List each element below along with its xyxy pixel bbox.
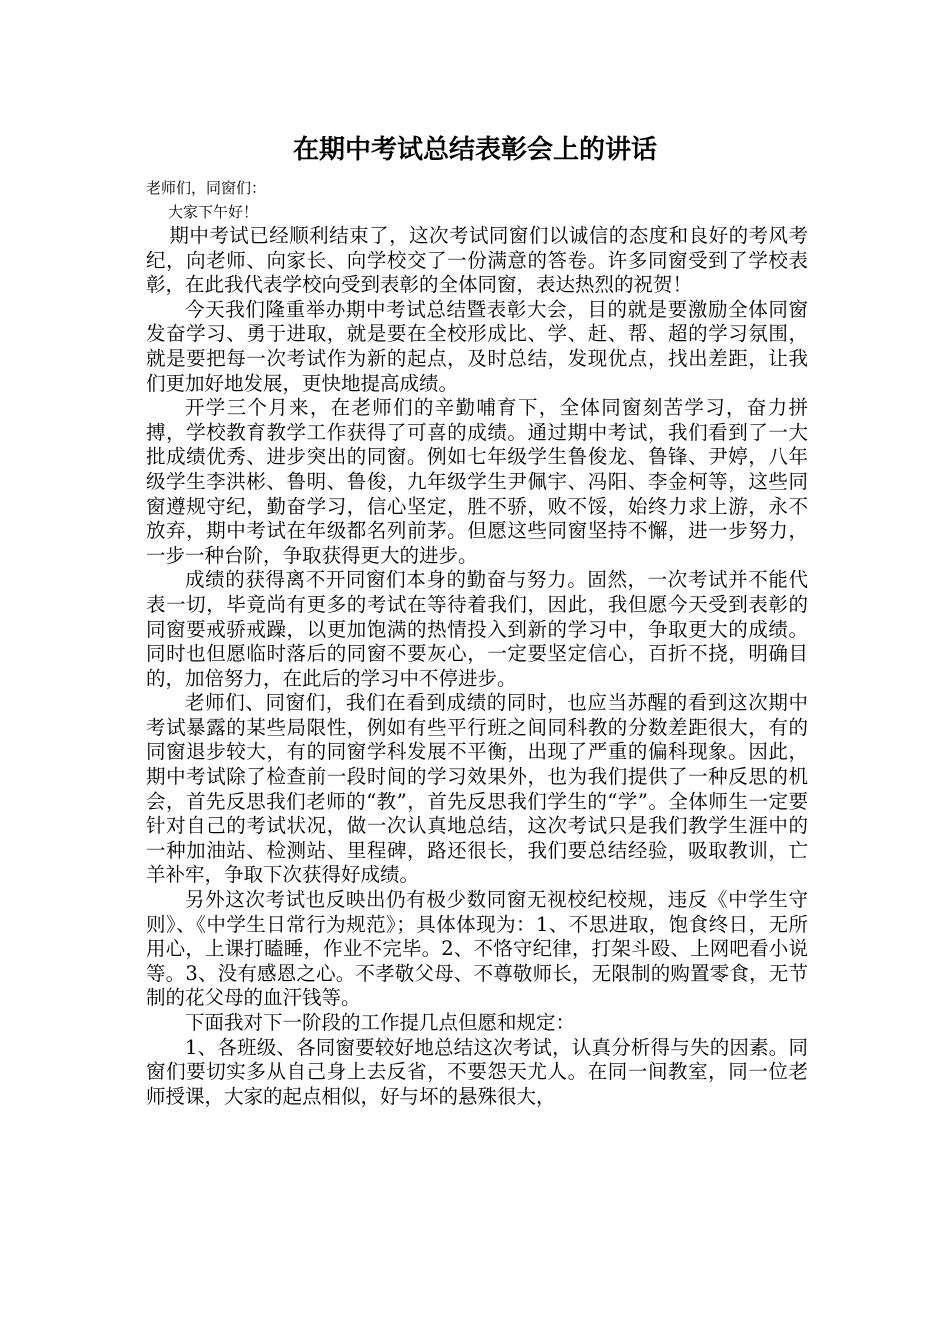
paragraph: 开学三个月来，在老师们的辛勤哺育下，全体同窗刻苦学习，奋力拼搏，学校教育教学工作获得了可喜的成绩。通过期中考试，我们看到了一大批成绩优秀、进步突出的同窗。例如七年级学生鲁俊龙、鲁锋、尹婷，八年级学生李洪彬、鲁明、鲁俊，九年级学生尹佩宇、冯阳、李金柯等，这些同窗遵规守纪，勤奋学习，信心坚定，胜不骄，败不馁，始终力求上游，永不放弃，期中考试在年级都名列前茅。但愿这些同窗坚持不懈，进一步努力，一步一种台阶，争取获得更大的进步。 xyxy=(146,396,808,567)
document-body xyxy=(146,224,808,1109)
paragraph: 老师们、同窗们，我们在看到成绩的同时，也应当苏醒的看到这次期中考试暴露的某些局限性，例如有些平行班之间同科教的分数差距很大，有的同窗退步较大，有的同窗学科发展不平衡，出现了严重的偏科现象。因此，期中考试除了检查前一段时间的学习效果外，也为我们提供了一种反思的机会，首先反思我们老师的“教”，首先反思我们学生的“学”。全体师生一定要针对自己的考试状况，做一次认真地总结，这次考试只是我们教学生涯中的一种加油站、检测站、里程碑，路还很长，我们要总结经验，吸取教训，亡羊补牢，争取下次获得好成绩。 xyxy=(146,691,808,887)
paragraph: 今天我们隆重举办期中考试总结暨表彰大会，目的就是要激励全体同窗发奋学习、勇于进取，就是要在全校形成比、学、赶、帮、超的学习氛围，就是要把每一次考试作为新的起点，及时总结，发现优点，找出差距，让我们更加好地发展，更快地提高成绩。 xyxy=(146,297,808,395)
document-title: 在期中考试总结表彰会上的讲话 xyxy=(292,135,657,165)
paragraph: 下面我对下一阶段的工作提几点但愿和规定： xyxy=(185,1011,576,1034)
paragraph: 期中考试已经顺利结束了，这次考试同窗们以诚信的态度和良好的考风考纪，向老师、向家长、向学校交了一份满意的答卷。许多同窗受到了学校表彰，在此我代表学校向受到表彰的全体同窗，表达热烈的祝贺！ xyxy=(146,224,808,297)
greeting: 大家下午好！ xyxy=(168,203,259,221)
paragraph: 1、各班级、各同窗要较好地总结这次考试，认真分析得与失的因素。同窗们要切实多从自己身上去反省，不要怨天尤人。在同一间教室，同一位老师授课，大家的起点相似，好与坏的悬殊很大， xyxy=(146,1035,808,1108)
salutation: 老师们，同窗们： xyxy=(146,179,267,197)
paragraph: 成绩的获得离不开同窗们本身的勤奋与努力。固然，一次考试并不能代表一切，毕竟尚有更多的考试在等待着我们，因此，我但愿今天受到表彰的同窗要戒骄戒躁，以更加饱满的热情投入到新的学习中，争取更大的成绩。同时也但愿临时落后的同窗不要灰心，一定要坚定信心，百折不挠，明确目的，加倍努力，在此后的学习中不停进步。 xyxy=(146,568,808,690)
paragraph: 另外这次考试也反映出仍有极少数同窗无视校纪校规，违反《中学生守则》、《中学生日常行为规范》；具体体现为：1、不思进取，饱食终日，无所用心，上课打瞌睡，作业不完毕。2、不恪守纪律，打架斗殴、上网吧看小说等。3、没有感恩之心。不孝敬父母、不尊敬师长，无限制的购置零食，无节制的花父母的血汗钱等。 xyxy=(146,888,808,1010)
